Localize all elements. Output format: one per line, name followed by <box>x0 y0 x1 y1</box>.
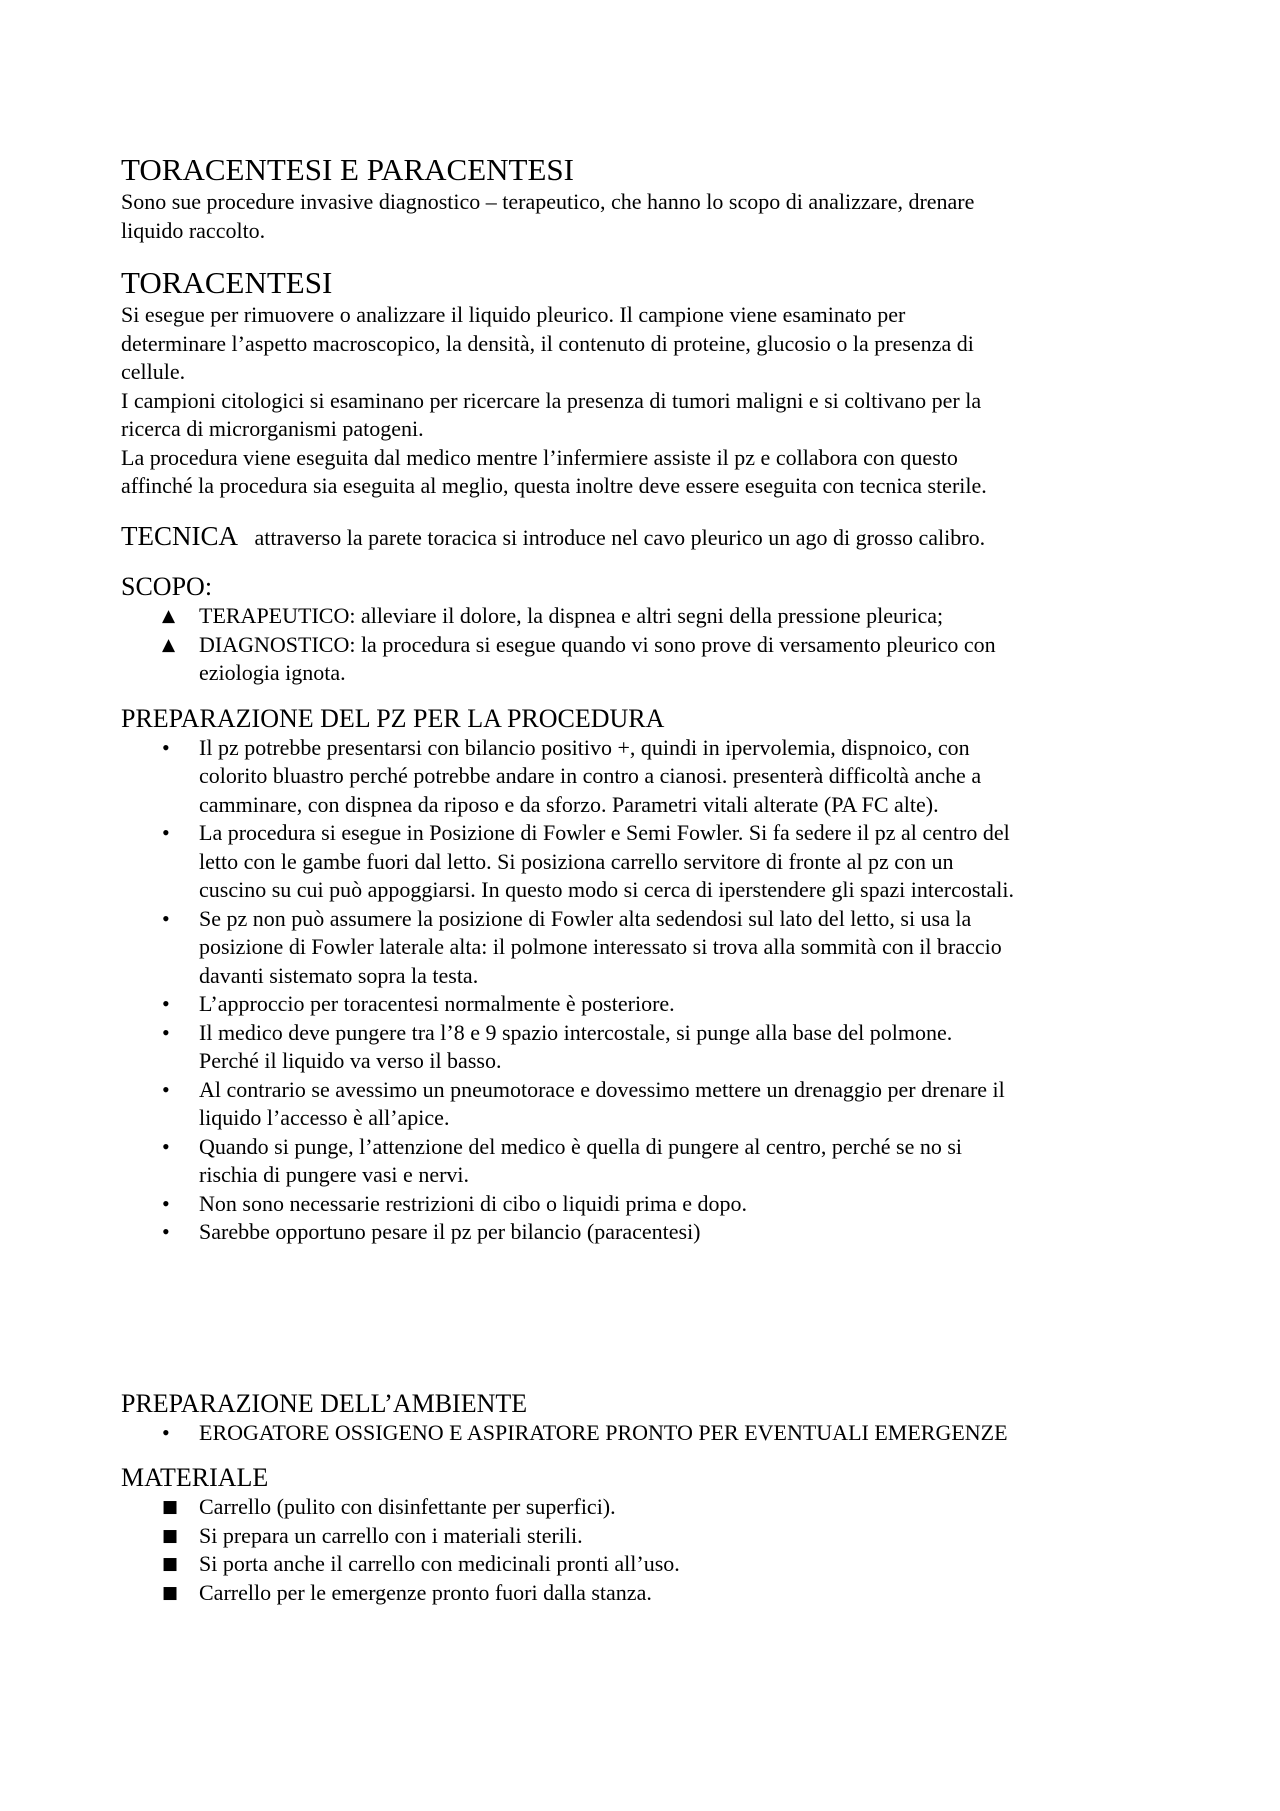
paragraph-line: Si esegue per rimuovere o analizzare il liquido pleurico. Il campione viene esaminato per <box>121 302 906 327</box>
list-item: • Il medico deve pungere tra l’8 e 9 spazio intercostale, si punge alla base del polmone. Perché il liquido va verso il basso. <box>162 1019 953 1073</box>
section-heading-materiale: MATERIALE <box>121 1463 269 1492</box>
list-item: • Non sono necessarie restrizioni di cibo o liquidi prima e dopo. <box>121 1190 1171 1219</box>
paragraph-line: cellule. <box>121 359 186 384</box>
list-item: ■ Si prepara un carrello con i materiali sterili. <box>121 1522 1171 1551</box>
list-item: ■ Carrello per le emergenze pronto fuori dalla stanza. <box>121 1579 1171 1608</box>
section-heading-scopo: SCOPO: <box>121 572 213 601</box>
square-bullet-icon: ■ <box>162 1497 179 1517</box>
bullet-icon: • <box>162 734 170 760</box>
paragraph-line: I campioni citologici si esaminano per ricercare la presenza di tumori maligni e si coltivano per la <box>121 387 982 413</box>
bullet-icon: • <box>162 1190 170 1216</box>
section-heading-preparazione-pz: PREPARAZIONE DEL PZ PER LA PROCEDURA <box>121 703 665 733</box>
list-item: ▲ DIAGNOSTICO: la procedura si esegue quando vi sono prove di versamento pleurico con eziologia ignota. <box>162 631 996 685</box>
tecnica-text: attraverso la parete toracica si introduce nel cavo pleurico un ago di grosso calibro. <box>254 524 986 550</box>
square-bullet-icon: ■ <box>162 1525 179 1546</box>
list-item: ■ Carrello (pulito con disinfettante per superfici). <box>121 1493 1171 1522</box>
triangle-bullet-icon: ▲ <box>162 606 176 626</box>
square-bullet-icon: ■ <box>162 1582 179 1603</box>
intro-line: liquido raccolto. <box>121 217 266 243</box>
section-heading-preparazione-ambiente: PREPARAZIONE DELL’AMBIENTE <box>121 1388 528 1418</box>
paragraph-line: La procedura viene eseguita dal medico mentre l’infermiere assiste il pz e collabora con questo <box>121 444 958 470</box>
list-item: • Se pz non può assumere la posizione di Fowler alta sedendosi sul lato del letto, si usa la posizione di Fowler laterale alta: il polmone interessato si trova alla sommità con il braccio davanti sistemato sopra la testa. <box>162 905 1002 988</box>
square-bullet-icon: ■ <box>162 1554 179 1574</box>
paragraph-line: ricerca di microrganismi patogeni. <box>121 416 424 441</box>
bullet-icon: • <box>162 820 170 845</box>
materiale-list <box>121 1493 1171 1607</box>
bullet-icon: • <box>162 1419 170 1445</box>
section-heading-toracentesi: TORACENTESI <box>121 265 333 300</box>
bullet-icon: • <box>162 1076 170 1102</box>
preparazione-pz-list <box>121 734 1171 1247</box>
bullet-icon: • <box>162 991 170 1016</box>
bullet-icon: • <box>162 1219 170 1244</box>
list-item: • EROGATORE OSSIGENO E ASPIRATORE PRONTO PER EVENTUALI EMERGENZE <box>121 1419 1171 1448</box>
section-heading-tecnica: TECNICA <box>121 520 238 551</box>
bullet-icon: • <box>162 1133 170 1159</box>
paragraph-line: determinare l’aspetto macroscopico, la densità, il contenuto di proteine, glucosio o la presenza di <box>121 330 974 356</box>
scopo-list <box>121 602 1171 688</box>
list-item: • L’approccio per toracentesi normalmente è posteriore. <box>121 990 1171 1019</box>
bullet-icon: • <box>162 1019 170 1045</box>
list-item: • Quando si punge, l’attenzione del medico è quella di pungere al centro, perché se no si rischia di pungere vasi e nervi. <box>162 1133 963 1187</box>
intro-line: Sono sue procedure invasive diagnostico – terapeutico, che hanno lo scopo di analizzare, drenare <box>121 189 975 214</box>
list-item: • Il pz potrebbe presentarsi con bilancio positivo +, quindi in ipervolemia, dispnoico, con colorito bluastro perché potrebbe andare in contro a cianosi. presenterà difficoltà anche a camminare, con dispnea da riposo e da sforzo. Parametri vitali alterate (PA FC alte). <box>162 734 982 817</box>
triangle-bullet-icon: ▲ <box>162 634 176 655</box>
document-content <box>121 152 1171 1607</box>
list-item: ▲ TERAPEUTICO: alleviare il dolore, la dispnea e altri segni della pressione pleurica; <box>121 602 1171 631</box>
list-item: • Al contrario se avessimo un pneumotorace e dovessimo mettere un drenaggio per drenare il liquido l’accesso è all’apice. <box>162 1076 1005 1130</box>
bullet-icon: • <box>162 905 170 931</box>
paragraph-line: affinché la procedura sia eseguita al meglio, questa inoltre deve essere eseguita con tecnica sterile. <box>121 473 987 498</box>
preparazione-ambiente-list <box>121 1419 1171 1448</box>
list-item: • La procedura si esegue in Posizione di Fowler e Semi Fowler. Si fa sedere il pz al centro del letto con le gambe fuori dal letto. Si posiziona carrello servitore di fronte al pz con un cuscino su cui può appoggiarsi. In questo modo si cerca di iperstendere gli spazi intercostali. <box>162 820 1014 902</box>
tecnica-paragraph <box>121 521 1171 553</box>
list-item: • Sarebbe opportuno pesare il pz per bilancio (paracentesi) <box>121 1218 1171 1247</box>
list-item: ■ Si porta anche il carrello con medicinali pronti all’uso. <box>121 1550 1171 1579</box>
document-title: TORACENTESI E PARACENTESI <box>121 152 574 187</box>
